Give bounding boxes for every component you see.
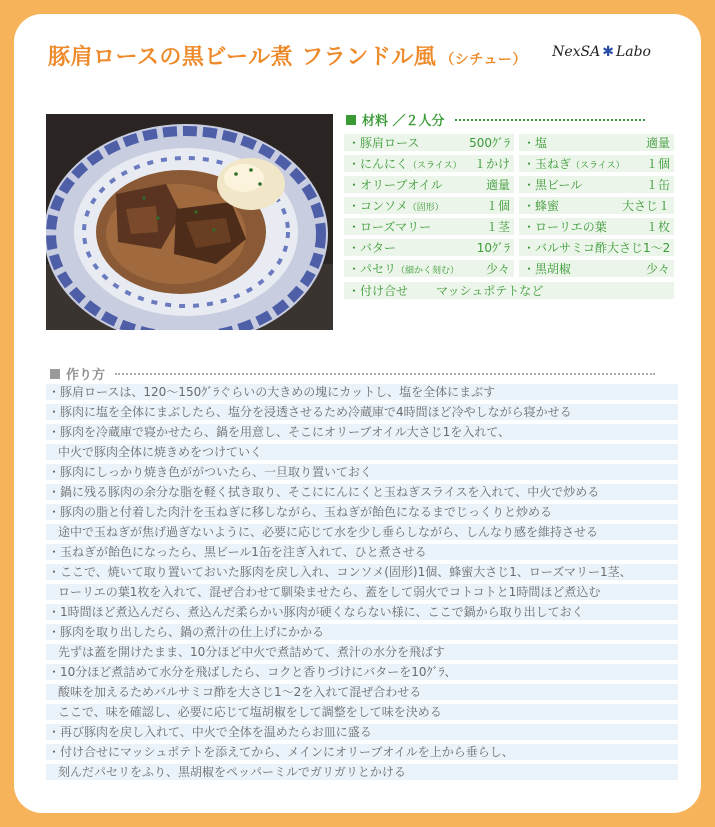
ingredient-item: ・コンソメ（固形） １個 xyxy=(344,197,514,214)
square-bullet-icon xyxy=(346,115,356,125)
step-line: ローリエの葉1枚を入れて、混ぜ合わせて馴染ませたら、蓋をして弱火でコトコトと1時間ほど煮込む xyxy=(46,584,678,600)
ingredient-item: ・ローリエの葉 １枚 xyxy=(519,218,674,235)
title-text: 豚肩ロースの黒ビール煮 フランドル風 xyxy=(48,45,437,70)
step-line: 刻んだパセリをふり、黒胡椒をペッパーミルでガリガリとかける xyxy=(46,764,678,780)
step-line: ・玉ねぎが飴色になったら、黒ビール1缶を注ぎ入れて、ひと煮させる xyxy=(46,544,678,560)
ingredient-item: ・塩 適量 xyxy=(519,134,674,151)
ingredient-amount: １個 xyxy=(645,157,670,171)
ingredient-item: ・オリーブオイル 適量 xyxy=(344,176,514,193)
ingredient-amount: １かけ xyxy=(473,157,510,171)
ingredient-amount: 適量 xyxy=(485,178,510,192)
step-line: ・鍋に残る豚肉の余分な脂を軽く拭き取り、そこににんにくと玉ねぎスライスを入れて、中火で炒める xyxy=(46,484,678,500)
step-line: ・豚肉を取り出したら、鍋の煮汁の仕上げにかかる xyxy=(46,624,678,640)
ingredient-item: ・黒胡椒 少々 xyxy=(519,260,674,277)
brand-logo xyxy=(552,44,651,60)
ingredient-amount: 少々 xyxy=(645,262,670,276)
ingredient-item: ・蜂蜜 大さじ１ xyxy=(519,197,674,214)
ingredient-item: ・にんにく（スライス） １かけ xyxy=(344,155,514,172)
ingredient-amount: 少々 xyxy=(485,262,510,276)
ingredient-amount: 500ｸﾞﾗ xyxy=(469,136,510,150)
step-line: ・付け合せにマッシュポテトを添えてから、メインにオリーブオイルを上から垂らし、 xyxy=(46,744,678,760)
garnish-value: マッシュポテトなど xyxy=(436,284,544,298)
ingredient-amount: 10ｸﾞﾗ xyxy=(476,241,510,255)
brand-suffix: Labo xyxy=(615,44,651,60)
steps-heading xyxy=(50,364,655,383)
ingredient-item: ・ローズマリー １茎 xyxy=(344,218,514,235)
title-subtitle: （シチュー） xyxy=(440,52,527,68)
recipe-card xyxy=(14,14,701,813)
ingredient-item: ・バター 10ｸﾞﾗ xyxy=(344,239,514,256)
step-line: 酸味を加えるためバルサミコ酢を大さじ1〜2を入れて混ぜ合わせる xyxy=(46,684,678,700)
garnish-label: ・付け合せ xyxy=(348,284,409,298)
step-line: ・10分ほど煮詰めて水分を飛ばしたら、コクと香りづけにバターを10ｸﾞﾗ、 xyxy=(46,664,678,680)
ingredient-amount: 大さじ１ xyxy=(621,199,670,213)
page-title xyxy=(48,40,527,71)
ingredients-heading xyxy=(346,110,645,129)
dish-photo xyxy=(46,114,333,330)
ingredient-item: ・豚肩ロース 500ｸﾞﾗ xyxy=(344,134,514,151)
dotted-divider xyxy=(115,373,655,375)
step-line: ・豚肉を冷蔵庫で寝かせたら、鍋を用意し、そこにオリーブオイル大さじ1を入れて、 xyxy=(46,424,678,440)
star-icon: ✱ xyxy=(602,44,614,60)
ingredient-item: ・バルサミコ酢 大さじ1〜2 xyxy=(519,239,674,256)
ingredient-amount: １個 xyxy=(485,199,510,213)
step-line: ・1時間ほど煮込んだら、煮込んだ柔らかい豚肉が硬くならない様に、ここで鍋から取り出しておく xyxy=(46,604,678,620)
step-line: 先ずは蓋を開けたまま、10分ほど中火で煮詰めて、煮汁の水分を飛ばす xyxy=(46,644,678,660)
ingredient-amount: 適量 xyxy=(645,136,670,150)
step-line: ・ここで、焼いて取り置いておいた豚肉を戻し入れ、コンソメ(固形)1個、蜂蜜大さじ1、ローズマリー1茎、 xyxy=(46,564,678,580)
ingredient-amount: １缶 xyxy=(645,178,670,192)
step-line: 中火で豚肉全体に焼きめをつけていく xyxy=(46,444,678,460)
ingredient-item: ・パセリ（細かく刻む） 少々 xyxy=(344,260,514,277)
step-line: ・豚肉にしっかり焼き色ががついたら、一旦取り置いておく xyxy=(46,464,678,480)
ingredient-item: ・玉ねぎ（スライス） １個 xyxy=(519,155,674,172)
brand-name: NexSA xyxy=(552,44,601,60)
ingredients-right-column xyxy=(519,134,674,281)
garnish-row xyxy=(344,282,674,299)
square-bullet-icon xyxy=(50,369,60,379)
step-line: ここで、味を確認し、必要に応じて塩胡椒をして調整をして味を決める xyxy=(46,704,678,720)
ingredients-heading-text: 材料 ／２人分 xyxy=(362,114,445,129)
step-line: ・豚肉の脂と付着した肉汁を玉ねぎに移しながら、玉ねぎが飴色になるまでじっくりと炒める xyxy=(46,504,678,520)
step-line: 途中で玉ねぎが焦げ過ぎないように、必要に応じて水を少し垂らしながら、しんなり感を維持させる xyxy=(46,524,678,540)
steps-heading-text: 作り方 xyxy=(66,368,106,383)
step-line: ・再び豚肉を戻し入れて、中火で全体を温めたらお皿に盛る xyxy=(46,724,678,740)
ingredient-amount: １茎 xyxy=(485,220,510,234)
ingredient-item: ・黒ビール １缶 xyxy=(519,176,674,193)
ingredient-amount: １枚 xyxy=(645,220,670,234)
step-line: ・豚肉に塩を全体にまぶしたら、塩分を浸透させるため冷蔵庫で4時間ほど冷やしながら寝かせる xyxy=(46,404,678,420)
step-line: ・豚肩ロースは、120〜150ｸﾞﾗぐらいの大きめの塊にカットし、塩を全体にまぶす xyxy=(46,384,678,400)
ingredient-amount: 大さじ1〜2 xyxy=(607,241,671,255)
steps-list xyxy=(46,384,678,784)
ingredients-left-column xyxy=(344,134,514,281)
dotted-divider xyxy=(455,119,645,121)
